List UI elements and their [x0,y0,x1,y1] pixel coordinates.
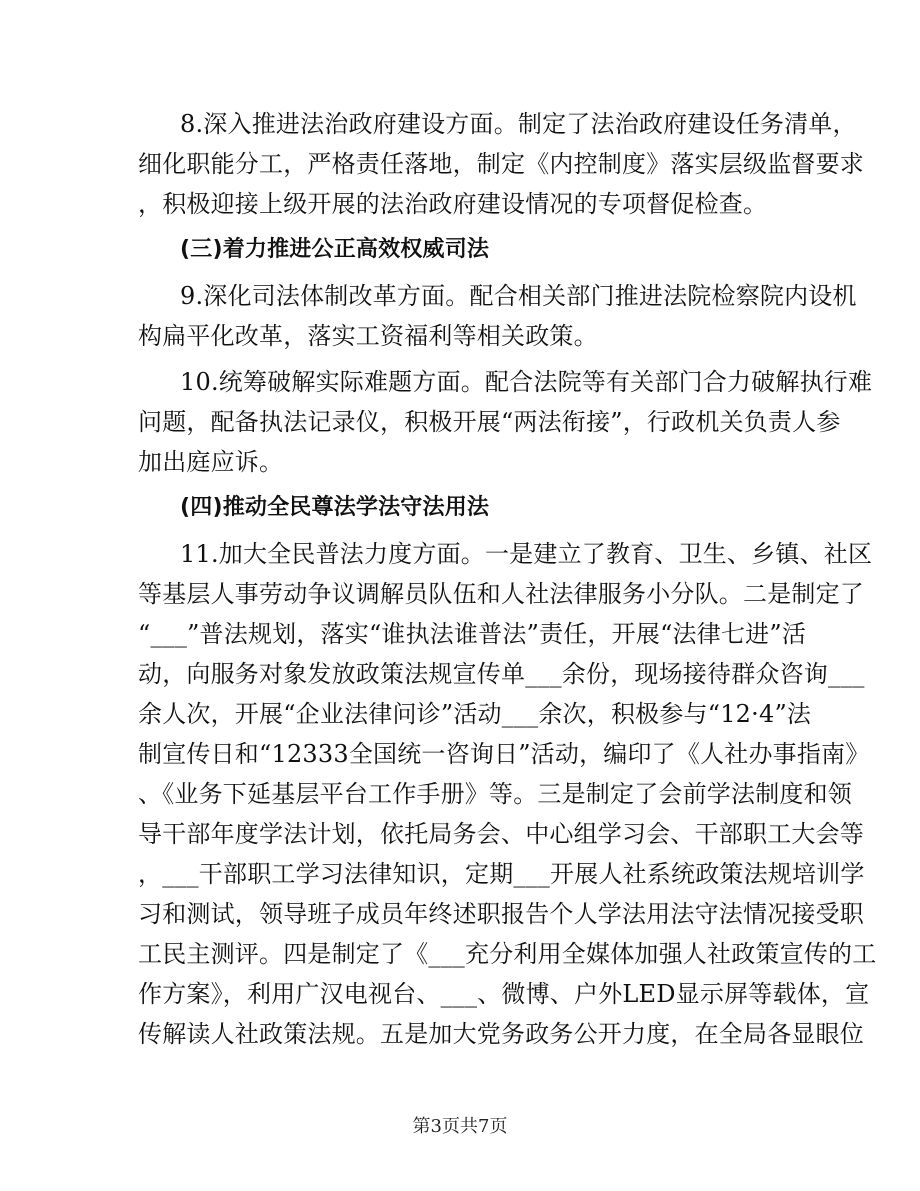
paragraph-8-line-1: 8.深入推进法治政府建设方面。制定了法治政府建设任务清单， [180,110,857,138]
paragraph-8-line-2: 细化职能分工，严格责任落地，制定《内控制度》落实层级监督要求 [138,150,864,178]
paragraph-11-line-8: 导干部年度学法计划，依托局务会、中心组学习会、干部职工大会等 [138,820,864,848]
paragraph-8-line-3: ，积极迎接上级开展的法治政府建设情况的专项督促检查。 [138,190,768,218]
paragraph-11-line-9: ，___干部职工学习法律知识，定期___开展人社系统政策法规培训学 [138,860,865,888]
paragraph-11-line-7: 、《业务下延基层平台工作手册》等。三是制定了会前学法制度和领 [138,780,852,808]
paragraph-10-line-2: 问题，配备执法记录仪，积极开展“两法衔接”，行政机关负责人参 [138,408,841,436]
paragraph-11-line-13: 传解读人社政策法规。五是加大党务政务公开力度，在全局各显眼位 [138,1020,864,1048]
paragraph-11-line-1: 11.加大全民普法力度方面。一是建立了教育、卫生、乡镇、社区 [180,540,873,568]
page-number-footer: 第3页共7页 [412,1116,508,1137]
paragraph-10-line-3: 加出庭应诉。 [138,448,284,476]
paragraph-10-line-1: 10.统筹破解实际难题方面。配合法院等有关部门合力破解执行难 [180,368,873,396]
paragraph-9-line-2: 构扁平化改革，落实工资福利等相关政策。 [138,322,598,350]
paragraph-11-line-5: 余人次，开展“企业法律问诊”活动___余次，积极参与“12·4”法 [138,700,812,728]
paragraph-11-line-2: 等基层人事劳动争议调解员队伍和人社法律服务小分队。二是制定了 [138,580,864,608]
paragraph-11-line-12: 作方案》，利用广汉电视台、___、微博、户外LED显示屏等载体，宣 [138,980,870,1008]
paragraph-11-line-11: 工民主测评。四是制定了《___充分利用全媒体加强人社政策宣传的工 [138,940,877,968]
paragraph-11-line-6: 制宣传日和“12333全国统一咨询日”活动，编印了《人社办事指南》 [138,740,870,768]
document-body [138,104,877,1054]
paragraph-11-line-4: 动，向服务对象发放政策法规宣传单___余份，现场接待群众咨询___ [138,660,865,688]
section-heading-4: (四)推动全民尊法学法守法用法 [180,495,490,520]
paragraph-11-line-3: “___”普法规划，落实“谁执法谁普法”责任，开展“法律七进”活 [138,620,807,648]
paragraph-11-line-10: 习和测试，领导班子成员年终述职报告个人学法用法守法情况接受职 [138,900,864,928]
paragraph-9-line-1: 9.深化司法体制改革方面。配合相关部门推进法院检察院内设机 [180,282,857,310]
section-heading-3: (三)着力推进公正高效权威司法 [180,237,490,262]
